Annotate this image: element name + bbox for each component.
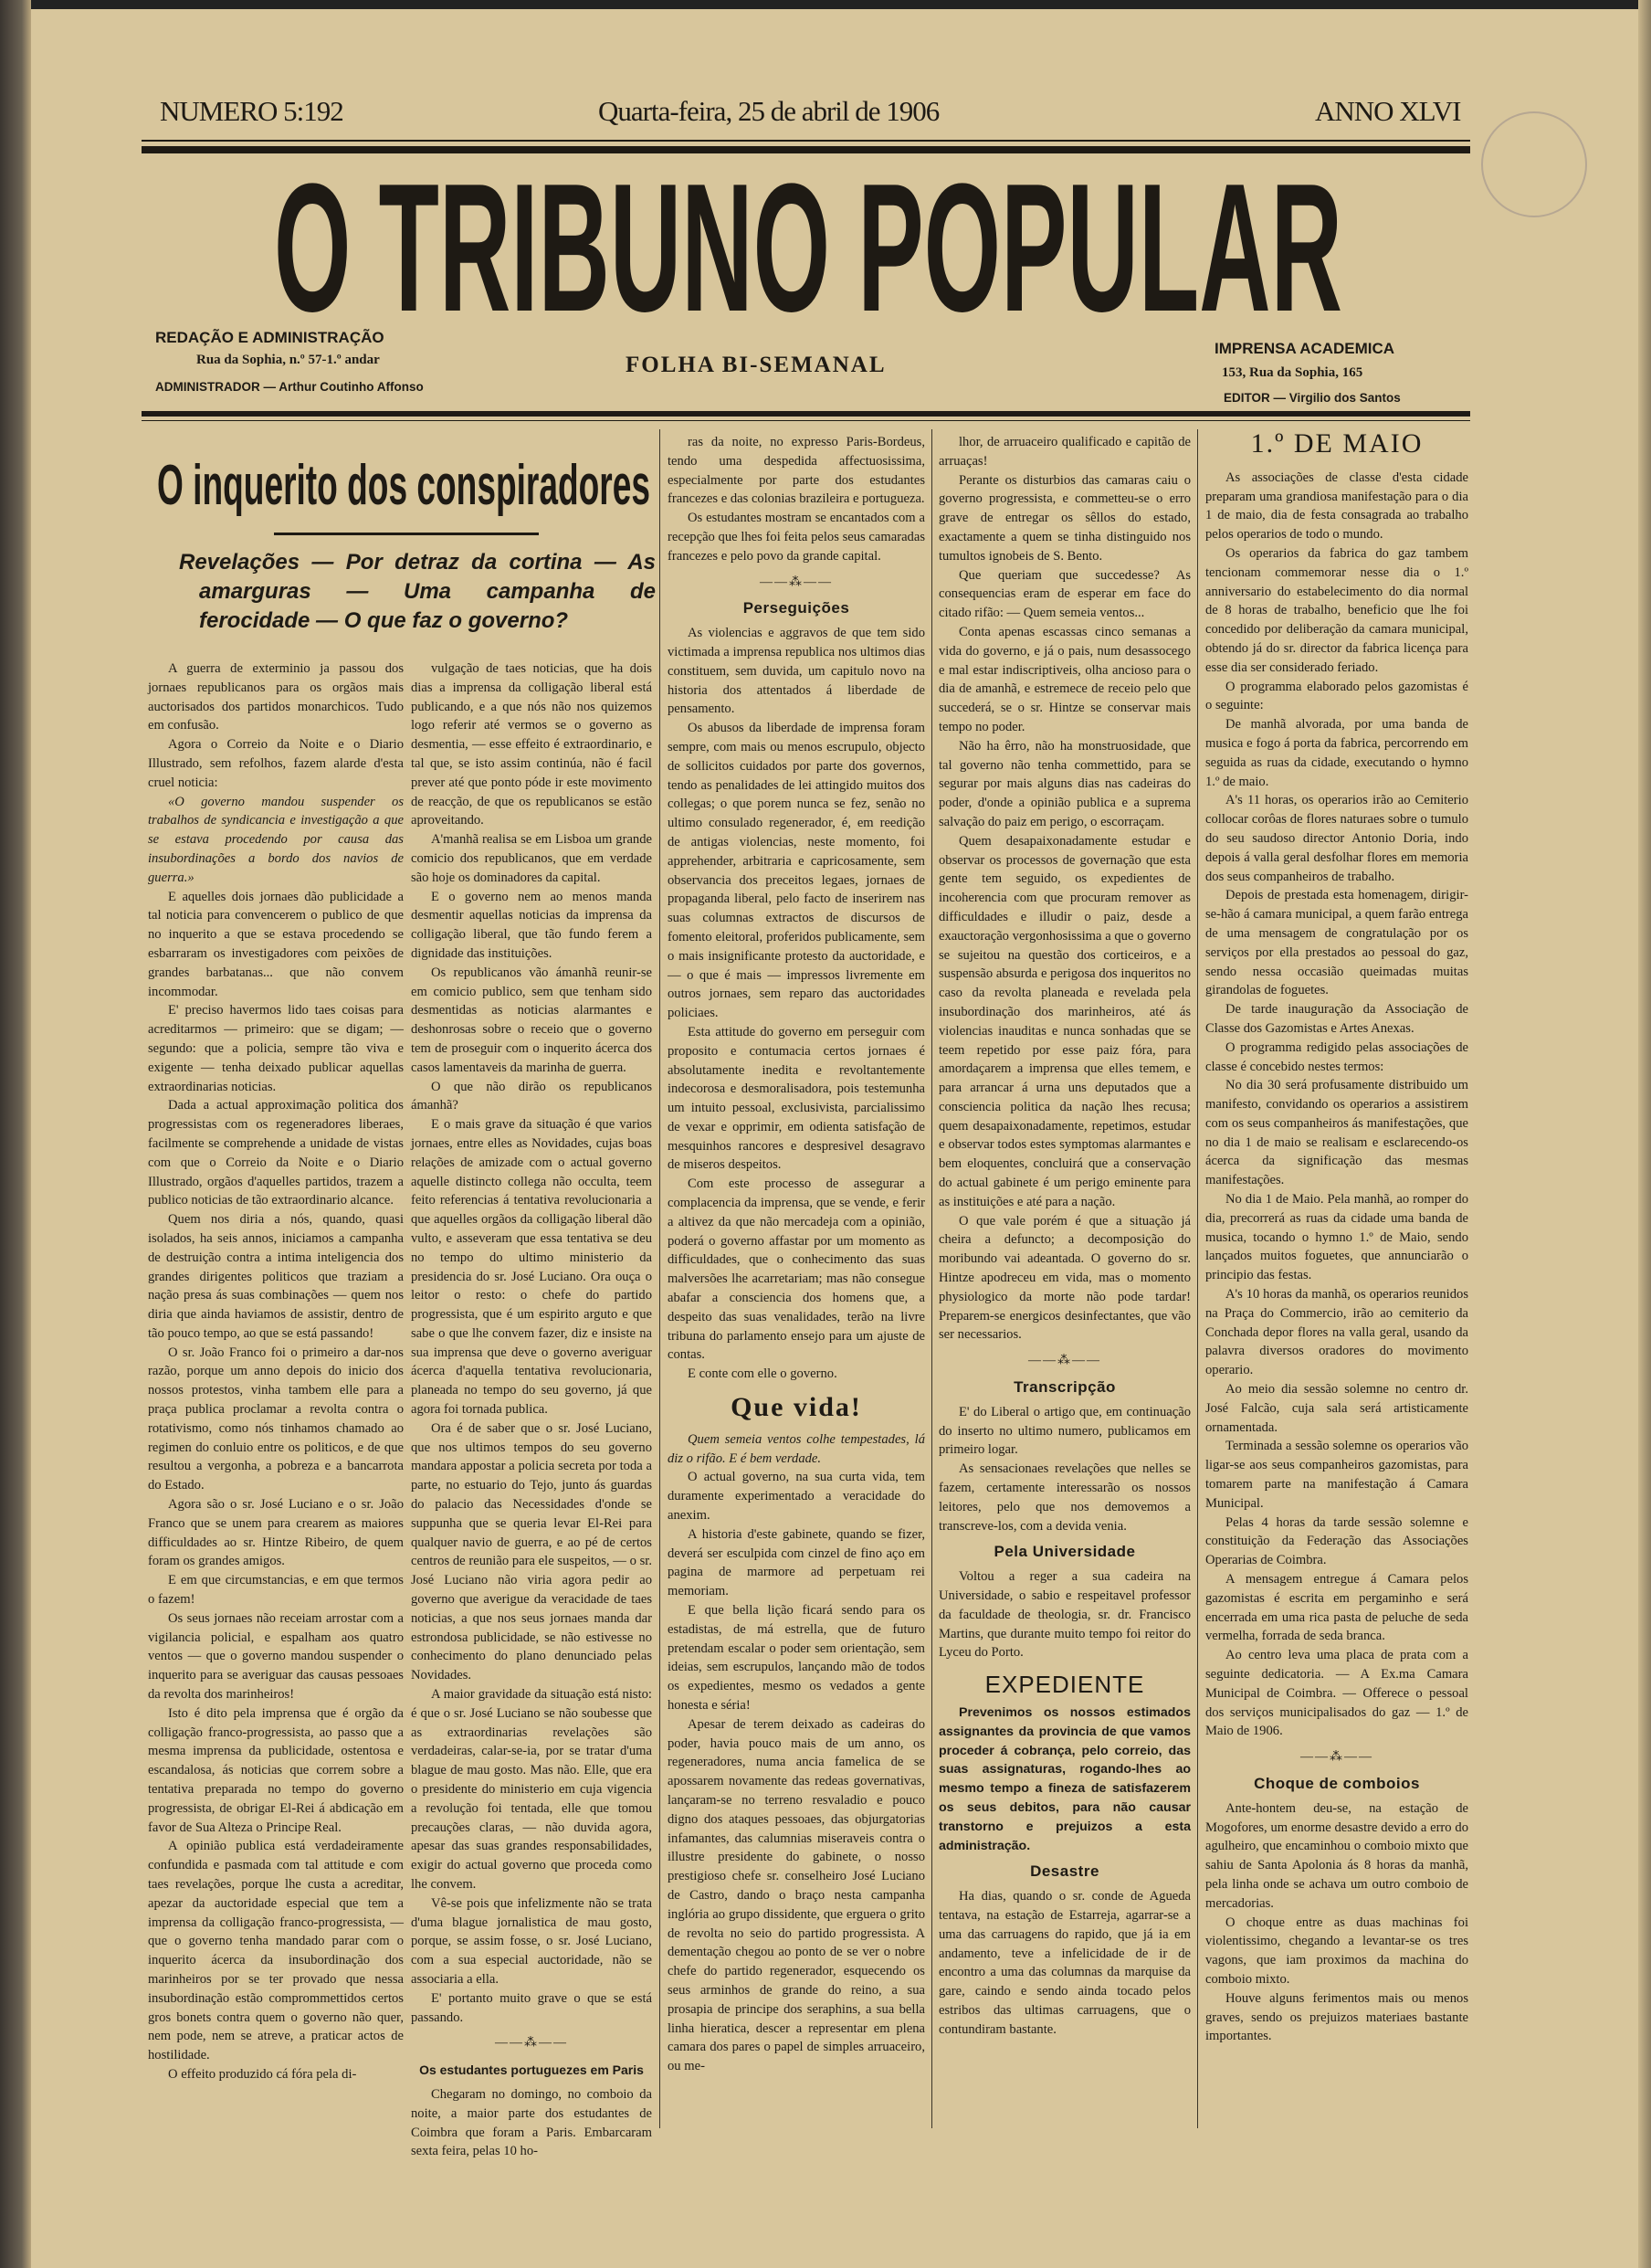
article-paragraph: Quem semeia ventos colhe tempestades, lá diz o rifão. E é bem verdade. xyxy=(668,1431,925,1466)
article-paragraph: Apesar de terem deixado as cadeiras do poder, havia pouco mais de um anno, os regeneradores, numa ancia famelica de se apossarem novamente das redeas governativas, lançaram-se no terreno resvaladio e pouco digno dos ataques pessoaes, das objurgatorias infamantes, das calumnias miseraveis contra o illustre presidente do gabinete, o nosso prestigioso chefe sr. conselheiro José Luciano de Castro, dando o braço nesta campanha inglória ao grupo dissidente, que erguera o grito de revolta no seio do partido progressista. A dementação chegou ao ponto de se ver o nobre chefe do partido regenerador, esquecendo os seus arminhos de grande do reino, a sua prosapia de principe dos seraphins, a sua bella linha hieratica, descer a representar em plena camara dos pares o papel de simples arruaceiro, ou me- xyxy=(668,1716,925,2074)
imprensa-label: IMPRENSA ACADEMICA xyxy=(1215,340,1395,357)
article-paragraph: Agora são o sr. José Luciano e o sr. João Franco que se unem para crearem as maiores difficuldades ao sr. Hintze Ribeiro, de quem foram os grandes amigos. xyxy=(148,1497,404,1569)
article-paragraph: O effeito produzido cá fóra pela di- xyxy=(168,2066,357,2082)
article-paragraph: Dada a actual approximação politica dos progressistas com os regeneradores liberaes, facilmente se comprehende a unidade de vistas com que o Correio da Noite e o Diario Illustrado, orgãos d'aquelles partidos, trazem a publico noticias de tão extraordinario alcance. xyxy=(148,1098,404,1208)
article-paragraph: E' portanto muito grave o que se está passando. xyxy=(411,1990,652,2025)
section-heading: Desastre xyxy=(1030,1862,1099,1881)
article-paragraph: Os seus jornaes não receiam arrostar com a vigilancia policial, e espalham aos quatro ventos — que o governo mandou suspender o inquerito para se averiguar das causas pessoaes da revolta dos marinheiros! xyxy=(148,1610,404,1703)
article-paragraph: E que bella lição ficará sendo para os estadistas, de má estrella, que de futuro pretendam escalar o poder sem orientação, sem ideias, sem escrupulos, lançando mão de todos os expedientes, mesmo os vedados a gente honesta e séria! xyxy=(668,1603,925,1713)
newspaper-title-graphic xyxy=(274,155,1342,324)
article-paragraph: Quem desapaixonadamente estudar e observar os processos de governação que esta gente tem seguido, os expedientes de incoherencia com que procuram remover as difficuldades e illudir o paiz, desde a exauctoração vergonhosissima a que o governo se sujeitou na questão dos corticeiros, e a suspensão absurda e perigosa dos inqueritos no caso da revolta planeada e revelada pela insubordinação dos marinheiros, até ás violencias inauditas e nunca sonhadas que se teem repetido por esse paiz fóra, para amordaçarem a imprensa que elles temem, e para arrancar á urna uns deputados que a consciencia politica da nação lhes recusa; quem desapaixonadamente, repetimos, estudar e observar todos estes symptomas alarmantes e bem eloquentes, concluirá que a conservação do actual gabinete é um perigo eminente para as instituições e até para a nação. xyxy=(939,833,1191,1209)
article-paragraph: O que vale porém é que a situação já cheira a defuncto; a decomposição do moribundo vai adeantada. O governo do sr. Hintze apodreceu em vida, mas o momento physiologico da morte não pode tardar! Preparem-se energicos desinfectantes, que vão ser necessarios. xyxy=(939,1213,1191,1343)
rule-bottom-thin xyxy=(142,420,1470,421)
column-3 xyxy=(668,433,925,2076)
article-paragraph: Terminada a sessão solemne os operarios vão ligar-se aos seus companheiros gazomistas, para tomarem parte na manifestação á Camara Municipal. xyxy=(1205,1439,1468,1511)
editor: EDITOR — Virgilio dos Santos xyxy=(1224,391,1401,405)
article-paragraph: O programma redigido pelas associações de classe é concebido nestes termos: xyxy=(1205,1039,1468,1074)
article-paragraph: A guerra de exterminio ja passou dos jornaes republicanos para os orgãos mais auctorisados dos partidos monarchicos. Tudo em confusão. xyxy=(148,661,404,733)
ornament-divider: ——⁂—— xyxy=(760,575,833,589)
scan-edge-right xyxy=(1638,0,1651,2268)
article-paragraph: Esta attitude do governo em perseguir com proposito e contumacia certos jornaes é absolutamente inedita e revoltantemente indecorosa e desmoralisadora, pois testemunha um intuito pessoal, exclusivista, parcialissimo de vexar e opprimir, em odienta satisfação de mesquinhos rancores e despresivel desagravo de miseros despeitos. xyxy=(668,1024,925,1173)
column-5 xyxy=(1205,428,1468,2046)
article-paragraph: vulgação de taes noticias, que ha dois dias a imprensa da colligação liberal está publicando, e a que nós não nos quizemos logo referir até vermos se o governo as desmentia, — esse effeito é extraordinario, e tal que, se isto assim continúa, não é facil prever até que ponto póde ir este movimento de reacção, de que os republicanos se estão aproveitando. xyxy=(411,661,652,828)
article-paragraph: lhor, de arruaceiro qualificado e capitão de arruaças! xyxy=(939,435,1191,469)
article-paragraph: Ante-hontem deu-se, na estação de Mogofores, um enorme desastre devido a erro do agulheiro, que encaminhou o comboio mixto que sahiu de Santa Apolonia ás 8 horas da manhã, pela linha onde se achava um outro comboio de mercadorias. xyxy=(1205,1800,1468,1911)
administrador: ADMINISTRADOR — Arthur Coutinho Affonso xyxy=(155,380,424,394)
article-paragraph: A opinião publica está verdadeiramente confundida e pasmada com tal attitude e com taes revelações, porque lhe custa a acreditar, apezar da auctoridade especial que tem a imprensa da colligação franco-progressista, — que o governo tenha mandado parar com o inquerito ácerca da insubordinação dos marinheiros por se ter provado que nessa insubordinação estão comprommettidos certos gros bonets contra quem o governo não quer, nem pode, nem se atreve, a praticar actos de hostilidade. xyxy=(148,1839,404,2063)
column-2 xyxy=(411,659,652,2161)
article-paragraph: Não ha êrro, não ha monstruosidade, que tal governo não tenha commettido, para se segurar por mais alguns dias nas cadeiras do poder, d'onde a opinião publica e a suprema salvação do paiz em perigo, o escorraçam. xyxy=(939,738,1191,829)
folha-subtitle: FOLHA BI-SEMANAL xyxy=(626,353,887,377)
article-paragraph: Pelas 4 horas da tarde sessão solemne e constituição da Federação das Associações Operarias de Coimbra. xyxy=(1205,1514,1468,1568)
imprensa-address: 153, Rua da Sophia, 165 xyxy=(1222,365,1363,380)
article-paragraph: E' do Liberal o artigo que, em continuação do inserto no ultimo numero, publicamos em primeiro logar. xyxy=(939,1404,1191,1458)
article-paragraph: Agora o Correio da Noite e o Diario Illustrado, sem refolhos, fazem alarde d'esta cruel noticia: xyxy=(148,737,404,790)
article-paragraph: Perante os disturbios das camaras caiu o governo progressista, e commetteu-se o erro grave de entregar os sêllos do estado, exactamente a quem se tinha distinguido nos tumultos ignobeis de S. Bento. xyxy=(939,472,1191,564)
issue-year: ANNO XLVI xyxy=(1315,95,1461,127)
article-paragraph: De tarde inauguração da Associação de Classe dos Gazomistas e Artes Anexas. xyxy=(1205,1002,1468,1036)
headline-rule xyxy=(274,533,539,535)
lead-subhead: Revelações — Por detraz da cortina — As amarguras — Uma campanha de ferocidade — O que faz o governo? xyxy=(179,550,656,633)
column-rule xyxy=(659,429,660,2128)
article-paragraph: E' preciso havermos lido taes coisas para acreditarmos — primeiro: que se digam; — segundo: que a policia, sempre tão viva e exigente — tenha deixado publicar aquellas extraordinarias noticias. xyxy=(148,1003,404,1094)
lead-headline-graphic xyxy=(153,444,654,517)
article-paragraph: A maior gravidade da situação está nisto: é que o sr. José Luciano se não soubesse que as extraordinarias revelações são verdadeiras, calar-se-ia, por se tratar d'uma blague de mau gosto. Mas não. Elle, que era o presidente do ministerio em cuja vigencia a revolução foi tentada, elle que tomou precauções claras, — não duvida agora, apesar das suas grandes responsabilidades, exigir do actual governo que proceda como lhe convem. xyxy=(411,1687,652,1892)
column-rule xyxy=(1197,429,1198,2128)
article-paragraph: No dia 1 de Maio. Pela manhã, ao romper do dia, precorrerá as ruas da cidade uma banda de musica, tocando o hymno 1.º de Maio, sendo lançados muitos foguetes, que annunciarão o principio das festas. xyxy=(1205,1192,1468,1283)
column-rule xyxy=(931,429,932,2128)
article-paragraph: «O governo mandou suspender os trabalhos de syndicancia e investigação a que se estava procedendo por causa das insubordinações a bordo dos navios de guerra.» xyxy=(148,794,404,885)
section-heading: Perseguições xyxy=(742,599,850,617)
article-paragraph: Com este processo de assegurar a complacencia da imprensa, que se vende, e ferir a altivez da que não mercadeja com a opinião, poderá o governo affastar por um momento as difficuldades, que o conhecimento das suas malversões lhe acarretariam; mas não consegue abafar a consciencia dos homens que, a despeito das suas venalidades, terão na livre tribuna do parlamento ensejo para um ajuste de contas. xyxy=(668,1176,925,1363)
lead-headline: O inquerito dos conspiradores xyxy=(157,454,650,517)
section-heading: EXPEDIENTE xyxy=(984,1671,1145,1699)
article-paragraph: O choque entre as duas machinas foi violentissimo, chegando a levantar-se os tres vagons, que iam proximos da machina do comboio mixto. xyxy=(1205,1915,1468,1987)
article-paragraph: O que não dirão os republicanos ámanhã? xyxy=(411,1079,652,1113)
article-paragraph: Os operarios da fabrica do gaz tambem tencionam commemorar nesse dia o 1.º anniversario do estabelecimento do dia normal de 8 horas de trabalho, beneficio que lhe foi concedido por deliberação da camara municipal, obtendo já do sr. director da fabrica licença para esse dia ser considerado feriado. xyxy=(1205,545,1468,675)
article-paragraph: As associações de classe d'esta cidade preparam uma grandiosa manifestação para o dia 1 de maio, dia de festa consagrada ao trabalho pelos operarios de todo o mundo. xyxy=(1205,469,1468,543)
section-heading: Choque de comboios xyxy=(1254,1774,1420,1792)
article-paragraph: Ao meio dia sessão solemne no centro dr. José Falcão, cuja sala será artisticamente ornamentada. xyxy=(1205,1382,1468,1435)
rule-thick xyxy=(142,146,1470,153)
article-paragraph: Os estudantes mostram se encantados com a recepção que lhes foi feita pelos seus camaradas francezes e pelo povo da grande capital. xyxy=(668,511,925,564)
rule-bottom-thick xyxy=(142,411,1470,417)
article-paragraph: Conta apenas escassas cinco semanas a vida do governo, e já o pais, num desassocego e mal estar indiscriptiveis, olha ancioso para o dia de amanhã, e estremece de receio pelo que succederá, se o sr. Hintze se conservar mais tempo no poder. xyxy=(939,624,1191,734)
article-paragraph: A mensagem entregue á Camara pelos gazomistas é escrita em pergaminho e será encerrada em uma rica pasta de peluche de seda vermelha, forrada de seda branca. xyxy=(1205,1572,1468,1644)
article-paragraph: Os abusos da liberdade de imprensa foram sempre, com mais ou menos escrupulo, objecto de sollicitos cuidados por parte dos governos, tendo as penalidades de lei attingido muitos dos collegas; o que porem nunca se fez, senão no ultimo consulado regenerador, é, em reedição de antigas violencias, neste momento, foi apprehender, arbitraria e capricosamente, sem observancia dos preceitos legaes, jornaes de propaganda liberal, pelo facto de inserirem nas suas columnas extractos de discursos de fomento eleitoral, proferidos publicamente, sem o mais insignificante protesto da auctoridade, e — o que é mais — impressos livremente em outros jornaes, sem reparo das auctoridades policiaes. xyxy=(668,721,925,1021)
library-stamp xyxy=(1481,111,1587,217)
article-paragraph: Ora é de saber que o sr. José Luciano, que nos ultimos tempos do seu governo mandara appostar a policia secreta por toda a parte, no estuario do Tejo, junto ás guardas do palacio das Necessidades d'onde se suppunha que se queria levar El-Rei para qualquer navio de guerra, e ao pé de certos centros de reunião para ele suspeitos, — o sr. José Luciano não viria agora pedir ao governo que averigue da veracidade de taes noticias, a que nos seus jornaes manda dar estrondosa publicidade, se não estivesse no conhecimento do plano denunciado pelas Novidades. xyxy=(411,1420,652,1683)
article-paragraph: A's 10 horas da manhã, os operarios reunidos na Praça do Commercio, irão ao cemiterio da Conchada depor flores na valla geral, usando da palavra diversos oradores do movimento operario. xyxy=(1205,1287,1468,1378)
article-paragraph: As violencias e aggravos de que tem sido victimada a imprensa republica nos ultimos dias constituem, sem duvida, um capitulo novo na historia dos attentados á liberdade de pensamento. xyxy=(668,626,925,717)
article-paragraph: Ha dias, quando o sr. conde de Agueda tentava, na estação de Estarreja, agarrar-se a uma das carruagens do rapido, que já ia em andamento, teve a infelicidade de ir de encontro a uma das columnas da marquise da gare, caindo e sendo ainda tocado pelos estribos das ultimas carruagens, que o contundiram bastante. xyxy=(939,1889,1191,2037)
rule-thin xyxy=(142,140,1470,142)
article-paragraph: A's 11 horas, os operarios irão ao Cemiterio collocar corôas de flores naturaes sobre o tumulo do seu saudoso director Antonio Doria, indo depois á valla geral desfolhar flores em memoria dos seus companheiros de trabalho. xyxy=(1205,793,1468,884)
article-paragraph: ras da noite, no expresso Paris-Bordeus, tendo uma despedida affectuosissima, especialmente por parte dos estudantes francezes e das colonias brazileira e portugueza. xyxy=(668,435,925,507)
article-paragraph: De manhã alvorada, por uma banda de musica e fogo á porta da fabrica, percorrendo em seguida as ruas da cidade, executando o hymno 1.º de maio. xyxy=(1205,717,1468,789)
section-heading: Transcripção xyxy=(1014,1378,1116,1397)
newspaper-title: O TRIBUNO POPULAR xyxy=(274,155,1342,324)
scan-edge-top xyxy=(0,0,1651,9)
redacao-label: REDAÇÃO E ADMINISTRAÇÃO xyxy=(155,329,384,346)
ornament-divider: ——⁂—— xyxy=(495,2036,568,2051)
ornament-divider: ——⁂—— xyxy=(1300,1750,1373,1765)
scan-edge-left xyxy=(0,0,31,2268)
article-paragraph: Ao centro leva uma placa de prata com a seguinte dedicatoria. — A Ex.ma Camara Municipal de Coimbra. — Offerece o pessoal dos serviços municipalisados do gaz — 1.º de Maio de 1906. xyxy=(1205,1648,1468,1739)
article-paragraph: A'manhã realisa se em Lisboa um grande comicio dos republicanos, que em verdade são hoje os dominadores da capital. xyxy=(411,832,652,885)
article-paragraph: Vê-se pois que infelizmente não se trata d'uma blague jornalistica de mau gosto, porque, se assim fosse, o sr. José Luciano, com a sua especial auctoridade, não se associaria a ella. xyxy=(411,1895,652,1987)
article-paragraph: Voltou a reger a sua cadeira na Universidade, o sabio e respeitavel professor da faculdade de theologia, sr. dr. Francisco Martins, que durante muito tempo foi reitor do Lyceu do Porto. xyxy=(939,1569,1191,1661)
article-paragraph: A historia d'este gabinete, quando se fizer, deverá ser esculpida com cinzel de fino aço em pagina de marmore ad perpetuam rei memoriam. xyxy=(668,1526,925,1599)
article-paragraph: O programma elaborado pelos gazomistas é o seguinte: xyxy=(1205,679,1468,713)
article-paragraph: E conte com elle o governo. xyxy=(688,1366,837,1382)
column-4 xyxy=(939,433,1191,2040)
article-paragraph: As sensacionaes revelações que nelles se fazem, certamente interessarão os nossos leitores, pelo que nos demovemos a transcreve-los, com a devida venia. xyxy=(939,1461,1191,1534)
section-heading: Pela Universidade xyxy=(994,1543,1136,1561)
issue-number: NUMERO 5:192 xyxy=(160,95,343,127)
redacao-address: Rua da Sophia, n.º 57-1.º andar xyxy=(196,353,380,367)
article-paragraph: Os republicanos vão ámanhã reunir-se em comicio publico, sem que tenham sido desmentidas as noticias alarmantes e deshonrosas sobre o receio que o governo tem de proseguir com o inquerito ácerca dos casos lamentaveis da marinha de guerra. xyxy=(411,965,652,1075)
column-1 xyxy=(148,659,404,2084)
article-paragraph: Depois de prestada esta homenagem, dirigir-se-hão á camara municipal, a quem farão entrega de uma mensagem de congratulação por os serviços por ella prestados ao pessoal do gaz, sendo nessa occasião queimadas muitas girandolas de foguetes. xyxy=(1205,888,1468,998)
ornament-divider: ——⁂—— xyxy=(1028,1354,1101,1368)
section-heading: Os estudantes portuguezes em Paris xyxy=(419,2062,644,2078)
article-paragraph: Isto é dito pela imprensa que é orgão da colligação franco-progressista, ao passo que a mesma imprensa da publicidade, ostentosa e escandalosa, ás noticias que correm sobre a tentativa preparada no tempo do governo progressista, de obrigar El-Rei á abdicação em favor de Sua Alteza o Principe Real. xyxy=(148,1705,404,1835)
article-paragraph: Quem nos diria a nós, quando, quasi isolados, ha seis annos, iniciamos a campanha de destruição contra a intima inteligencia dos grandes dirigentes politicos que traziam a nação presa ás suas combinações — quem nos diria que ainda haviamos de assistir, dentro de tão pouco tempo, ao que se está passando! xyxy=(148,1212,404,1341)
section-heading: 1.º DE MAIO xyxy=(1250,428,1424,459)
article-paragraph: O sr. João Franco foi o primeiro a dar-nos razão, porque um anno depois do inicio dos nossos protestos, vinha tambem elle para a praça publica proclamar a revolta contra o rotativismo, como nós tinhamos chamado ao regimen do conluio entre os politicos, e de que resultou a vergonha, a pobreza e a bancarrota do Estado. xyxy=(148,1345,404,1493)
section-heading: Que vida! xyxy=(731,1392,862,1423)
article-paragraph: Chegaram no domingo, no comboio da noite, a maior parte dos estudantes de Coimbra que foram a Paris. Embarcaram sexta feira, pelas 10 ho- xyxy=(411,2086,652,2159)
article-paragraph: E em que circumstancias, e em que termos o fazem! xyxy=(148,1573,404,1608)
article-paragraph: No dia 30 será profusamente distribuido um manifesto, convidando os operarios a assistirem com os seus companheiros ás manifestações, que no dia 1 de maio se realisam e esclarecendo-os ácerca da significação das mesmas manifestações. xyxy=(1205,1078,1468,1188)
notice-paragraph: Prevenimos os nossos estimados assignantes da provincia de que vamos proceder á cobrança, pelo correio, das suas assignaturas, rogando-lhes ao mesmo tempo a fineza de satisfazerem os seus debitos, para não causar transtorno e prejuizos a esta administração. xyxy=(939,1705,1191,1853)
article-paragraph: O actual governo, na sua curta vida, tem duramente experimentado a veracidade do anexim. xyxy=(668,1470,925,1524)
article-paragraph: E o governo nem ao menos manda desmentir aquellas noticias da imprensa da colligação liberal, que tão fundo ferem a dignidade das instituições. xyxy=(411,889,652,961)
article-paragraph: E aquelles dois jornaes dão publicidade a tal noticia para convencerem o publico de que no inquerito a que se estava procedendo se esbarraram os investigadores com peixões de grandes barbatanas... que não convem incommodar. xyxy=(148,889,404,999)
issue-date: Quarta-feira, 25 de abril de 1906 xyxy=(598,95,940,127)
article-paragraph: E o mais grave da situação é que varios jornaes, entre elles as Novidades, cujas boas relações de amizade com o actual governo aquelle distincto collega não occulta, teem feito referencias á tentativa revolucionaria a que aquelles orgãos da colligação liberal dão vulto, e asseveram que essa tentativa se deu no tempo do ultimo ministerio da presidencia do sr. José Luciano. Ora ouça o leitor o resto: o chefe do partido progressista, que é um espirito arguto e que sabe o que lhe convem fazer, diz e insiste na sua imprensa que deve o governo averiguar ácerca d'aquella tentativa revolucionaria, planeada no tempo do seu governo, já que agora foi tornada publica. xyxy=(411,1117,652,1418)
article-paragraph: Houve alguns ferimentos mais ou menos graves, sendo os prejuizos materiaes bastante importantes. xyxy=(1205,1990,1468,2044)
article-paragraph: Que queriam que succedesse? As consequencias eram de esperar em face do citado rifão: — Quem semeia ventos... xyxy=(939,567,1191,621)
